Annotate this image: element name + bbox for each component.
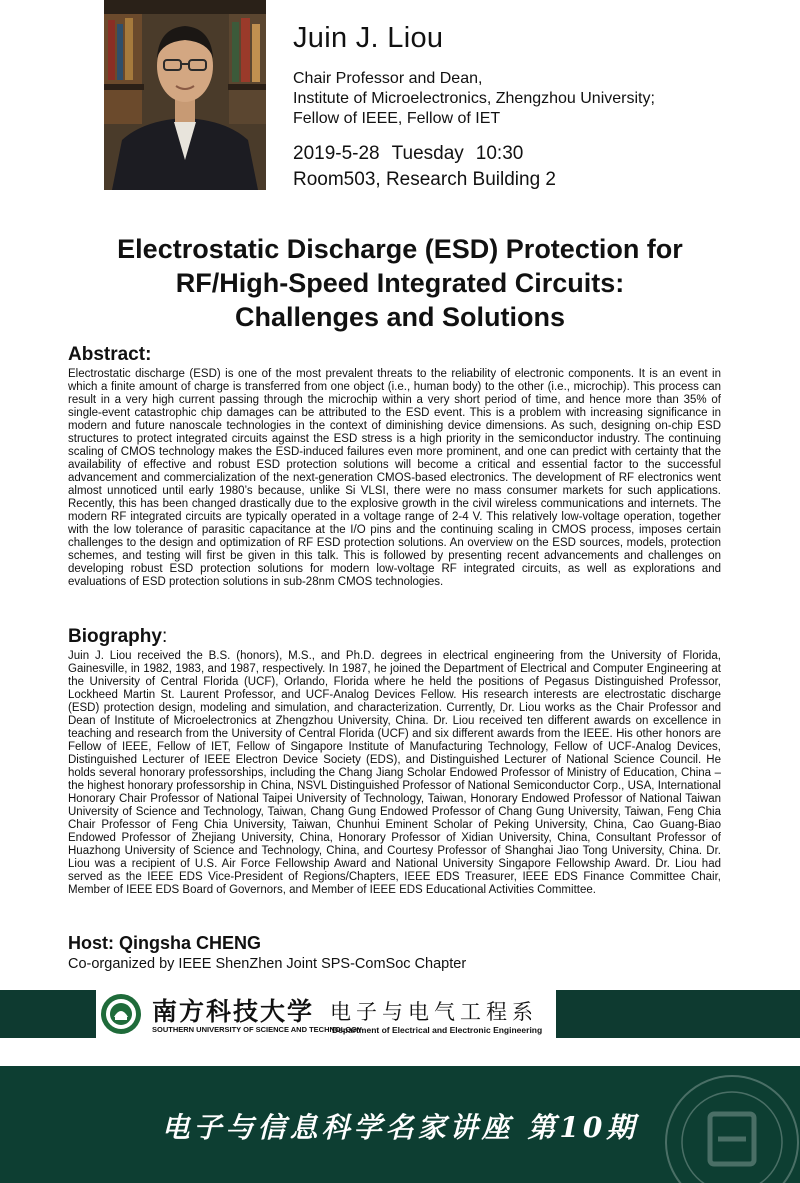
speaker-photo <box>104 0 266 190</box>
biography-heading <box>68 626 167 648</box>
university-name-cn: 南方科技大学 <box>152 997 315 1026</box>
talk-title-line: Challenges and Solutions <box>234 302 566 332</box>
lecture-series-title: 电子与信息科学名家讲座 第10期 <box>161 1111 639 1144</box>
coorganizer-line: Co-organized by IEEE ShenZhen Joint SPS-ComSoc Chapter <box>68 956 467 972</box>
biography-text: Juin J. Liou received the B.S. (honors), M.S., and Ph.D. degrees in electrical engineering from the University of Florida, Gainesville, in 1982, 1983, and 1987, respectively. In 1987, he joined the Department of Electrical and Computer Engineering at the University of Central Florida (UCF), Orlando, Florida where he held the positions of Pegasus Distinguished Professor, Lockheed Martin St. Laurent Professor, and UCF-Analog Devices Fellow. His research interests are electrostatic discharge (ESD) protection design, modeling and simulation, and characterization. Currently, Dr. Liou works as the Chair Professor and Dean of Institute of Microelectronics at Zhengzhou University, China. Dr. Liou received ten different awards on excellence in teaching and research from the University of Central Florida (UCF) and six different awards from the IEEE. His other honors are Fellow of IEEE, Fellow of IET, Fellow of Singapore Institute of Manufacturing Technology, Fellow of UCF-Analog Devices, Distinguished Lecturer of IEEE Electron Device Society (EDS), and Distinguished Lecturer of National Science Council. He holds several honorary professorships, including the Chang Jiang Scholar Endowed Professor of Ministry of Education, China – the highest honorary professorship in China, NSVL Distinguished Professor of National Semiconductor Corp., USA, International Honorary Chair Professor of National Taipei University of Technology, Taiwan, Honorary Endowed Professor of National Taiwan University of Science and Technology, Taiwan, Chang Gung Endowed Professor of Chang Gung University, Taiwan, Feng Chia Chair Professor of Feng Chia University, Taiwan, Chunhui Eminent Scholar of Peking University, China, Cao Guang-Biao Endowed Professor of Zhejiang University, China, Honorary Professor of Xidian University, China, Consultant Professor of Huazhong University of Science and Technology, China, and Courtesy Professor of Shanghai Jiao Tong University, China. Dr. Liou was a recipient of U.S. Air Force Fellowship Award and National University Singapore Fellowship Award. Dr. Liou had served as the IEEE EDS Vice-President of Regions/Chapters, IEEE EDS Treasurer, IEEE EDS Finance Committee Chair, Member of IEEE EDS Board of Governors, and Member of IEEE EDS Educational Activities Committee. <box>68 650 721 896</box>
event-info <box>293 141 773 193</box>
speaker-title-line: Institute of Microelectronics, Zhengzhou University; <box>293 90 655 107</box>
speaker-title <box>293 69 773 129</box>
footer-banner <box>0 1066 800 1183</box>
event-location: Room503, Research Building 2 <box>293 169 556 190</box>
speaker-title-line: Chair Professor and Dean, <box>293 70 483 87</box>
biography-heading-colon: : <box>161 626 168 647</box>
talk-title-line: RF/High-Speed Integrated Circuits: <box>175 268 625 298</box>
biography-heading-label: Biography <box>68 626 162 647</box>
university-name-en: SOUTHERN UNIVERSITY OF SCIENCE AND TECHNOLOGY <box>152 1025 363 1034</box>
host-line: Host: Qingsha CHENG <box>68 933 262 953</box>
university-seal-icon <box>100 993 142 1040</box>
department-name-cn: 电子与电气工程系 <box>330 1000 538 1024</box>
event-date: 2019-5-28 <box>293 143 380 164</box>
speaker-title-line: Fellow of IEEE, Fellow of IET <box>293 110 501 127</box>
divider-strip <box>0 1038 800 1066</box>
department-name-en: Department of Electrical and Electronic Engineering <box>332 1025 543 1035</box>
header-info <box>293 22 773 193</box>
talk-title-line: Electrostatic Discharge (ESD) Protection for <box>117 234 683 264</box>
speaker-name: Juin J. Liou <box>293 22 444 54</box>
talk-title <box>20 232 780 334</box>
abstract-heading: Abstract: <box>68 344 152 365</box>
event-datetime <box>293 141 773 167</box>
abstract-text: Electrostatic discharge (ESD) is one of the most prevalent threats to the reliability of electronic components. It is an event in which a finite amount of charge is transferred from one object (i.e., human body) to the other (i.e., microchip). This process can result in a very high current passing through the microchip within a very short period of time, and hence more than 35% of single-event catastrophic chip damages can be attributed to the ESD event. This is a problem with increasing significance in modern and future nanoscale technologies in the context of diminishing device dimensions. As such, designing on-chip ESD structures to protect integrated circuits against the ESD stress is a high priority in the semiconductor industry. The continuing scaling of CMOS technology makes the ESD-induced failures even more prominent, and one can predict with certainty that the availability of effective and robust ESD protection solutions will become a critical and essential factor to the successful advancement and commercialization of the next-generation CMOS-based electronics. The development of RF electronics went almost unnoticed until early 1980’s because, unlike Si VLSI, there were no mass consumer markets for such applications. Recently, this has been changed drastically due to the explosive growth in the civil wireless communications and internets. The modern RF integrated circuits are typically operated in a voltage range of 2-4 V. This relatively low-voltage operation, together with the low tolerance of parasitic capacitance at the I/O pins and the continuing scaling in CMOS process, imposes certain challenges to the design and optimization of RF ESD protection solutions. An overview on the ESD sources, models, protection schemes, and testing will first be given in this talk. This is followed by presenting recent advancements and challenges on developing robust ESD protection solutions for modern low-voltage RF integrated circuits, as well as explorations and evaluations of ESD protection solutions in sub-28nm CMOS technologies. <box>68 368 721 588</box>
event-weekday: Tuesday <box>391 143 464 164</box>
event-time: 10:30 <box>475 143 524 164</box>
